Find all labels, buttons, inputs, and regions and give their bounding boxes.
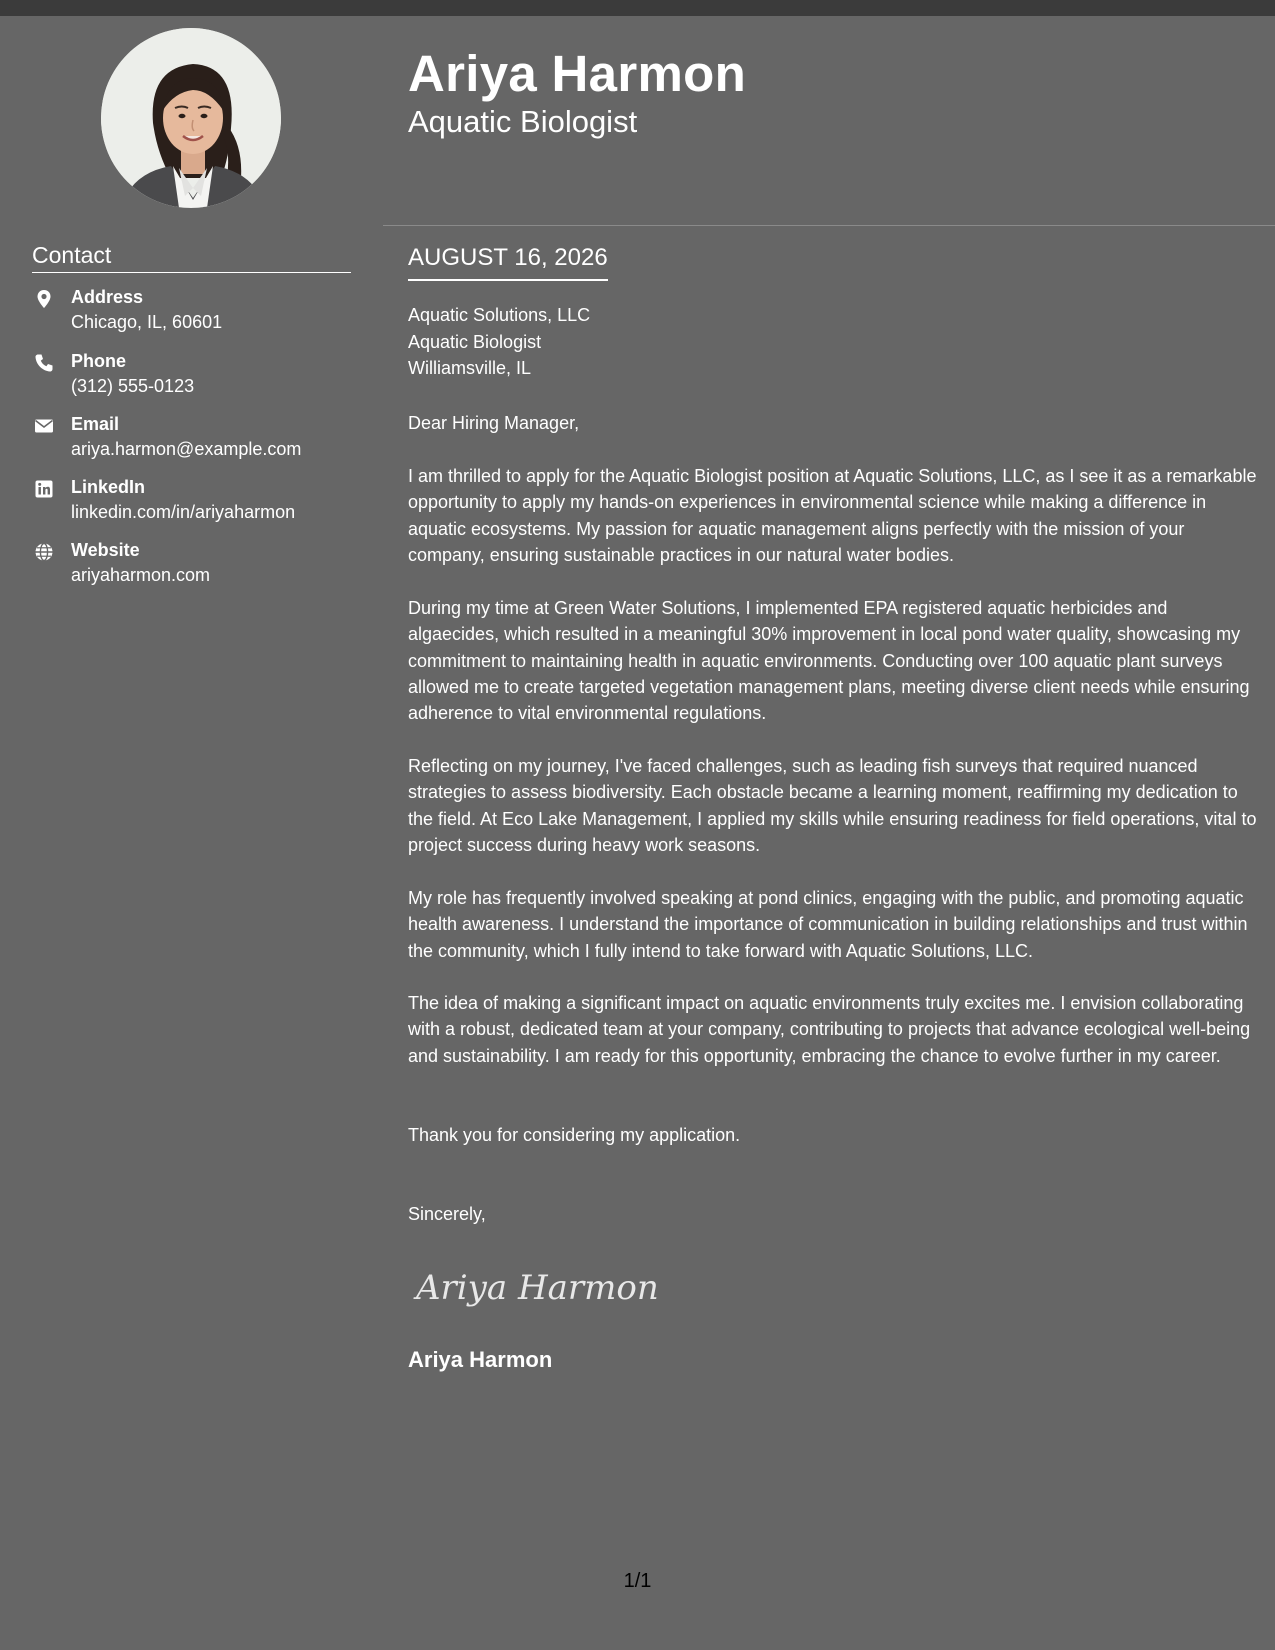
letter-paragraph: My role has frequently involved speaking at pond clinics, engaging with the public, and promoting aquatic health awareness. I understand the importance of communication in building relationships and trust within the community, which I fully intend to take forward with Aquatic Solutions, LLC. — [408, 888, 1248, 961]
contact-value[interactable]: linkedin.com/in/ariyaharmon — [71, 502, 296, 522]
applicant-name: Ariya Harmon — [408, 45, 747, 102]
signed-name: Ariya Harmon — [408, 1347, 553, 1372]
recipient-block — [408, 302, 590, 382]
letter-closing: Sincerely, — [408, 1204, 486, 1224]
letter-paragraph: I am thrilled to apply for the Aquatic Biologist position at Aquatic Solutions, LLC, as I see it as a remarkable opportunity to apply my hands-on experiences in environmental science while making a difference in aquatic ecosystems. My passion for aquatic management aligns perfectly with the mission of your company, ensuring sustainable practices in our natural water bodies. — [408, 466, 1257, 565]
contact-value: Chicago, IL, 60601 — [71, 312, 223, 332]
applicant-title: Aquatic Biologist — [408, 104, 638, 139]
contact-value: ariya.harmon@example.com — [71, 439, 302, 459]
location-pin-icon — [34, 289, 54, 309]
contact-label: Email — [71, 414, 120, 434]
letter-greeting: Dear Hiring Manager, — [408, 413, 580, 433]
contact-label: Address — [71, 287, 144, 307]
contact-label: LinkedIn — [71, 477, 146, 497]
recipient-position: Aquatic Biologist — [408, 331, 542, 352]
handwritten-signature — [408, 1257, 668, 1317]
letter-paragraph: The idea of making a significant impact on aquatic environments truly excites me. I envision collaborating with a robust, dedicated team at your company, contributing to projects that advance ecological well-being and sustainability. I am ready for this opportunity, embracing the chance to evolve further in my career. — [408, 993, 1251, 1066]
signature-text: Ariya Harmon — [416, 1268, 659, 1308]
letter-date: AUGUST 16, 2026 — [408, 243, 608, 281]
contact-value: (312) 555-0123 — [71, 376, 195, 396]
letter-paragraph: Reflecting on my journey, I've faced challenges, such as leading fish surveys that required nuanced strategies to assess biodiversity. Each obstacle became a learning moment, reaffirming my dedication to the field. At Eco Lake Management, I applied my skills while ensuring readiness for field operations, vital to project success during heavy work seasons. — [408, 756, 1257, 855]
contact-heading: Contact — [32, 242, 112, 268]
contact-label: Phone — [71, 351, 127, 371]
recipient-location: Williamsville, IL — [408, 358, 532, 378]
contact-value[interactable]: ariyaharmon.com — [71, 565, 211, 585]
page-number: 1/1 — [623, 1570, 652, 1592]
header-divider — [383, 225, 1275, 226]
letter-paragraph: During my time at Green Water Solutions, I implemented EPA registered aquatic herbicides and algaecides, which resulted in a meaningful 30% improvement in local pond water quality, showcasing my commitment to maintaining health in aquatic environments. Conducting over 100 aquatic plant surveys allowed me to create targeted vegetation management plans, meeting diverse client needs while ensuring adherence to vital environmental regulations. — [408, 598, 1250, 724]
recipient-company: Aquatic Solutions, LLC — [408, 305, 591, 325]
contact-label: Website — [71, 540, 140, 560]
envelope-icon — [34, 416, 54, 436]
phone-icon — [34, 353, 54, 373]
globe-icon — [34, 542, 54, 562]
contact-divider — [32, 272, 351, 273]
profile-photo — [101, 28, 281, 208]
linkedin-icon — [34, 479, 54, 499]
letter-paragraph: Thank you for considering my application. — [408, 1125, 741, 1145]
top-bar — [0, 0, 1275, 16]
